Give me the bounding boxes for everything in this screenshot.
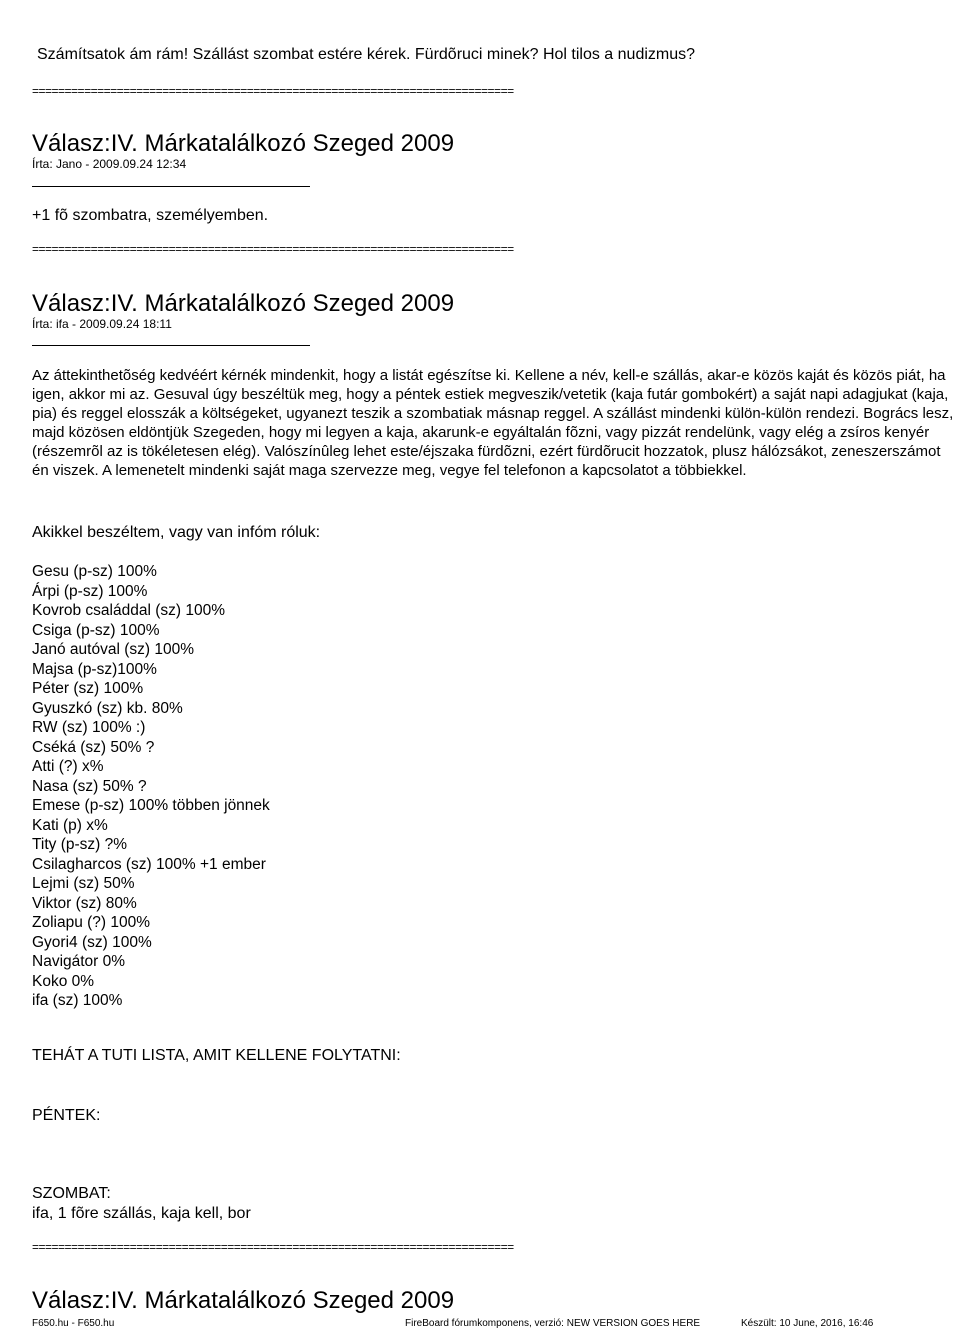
szombat-label: SZOMBAT: — [32, 1185, 111, 1202]
list-item: Majsa (p-sz)100% — [32, 660, 157, 678]
list-item: Péter (sz) 100% — [32, 680, 144, 697]
post-meta: Írta: ifa - 2009.09.24 18:11 — [32, 317, 172, 331]
separator: ========================================================================== — [32, 242, 514, 256]
separator: ========================================================================== — [32, 84, 514, 98]
list-item: Emese (p-sz) 100% többen jönnek — [32, 797, 270, 814]
list-item: ifa (sz) 100% — [32, 992, 123, 1009]
list-item: Tity (p-sz) ?% — [32, 836, 128, 853]
list-item: Navigátor 0% — [32, 953, 126, 970]
list-item: Gyori4 (sz) 100% — [32, 933, 152, 951]
divider — [32, 345, 310, 346]
pentek-label: PÉNTEK: — [32, 1107, 101, 1124]
footer-software: FireBoard fórumkomponens, verzió: NEW VERSION GOES HERE — [405, 1318, 701, 1329]
tuti-heading: TEHÁT A TUTI LISTA, AMIT KELLENE FOLYTATNI: — [32, 1047, 401, 1064]
list-item: Atti (?) x% — [32, 758, 104, 775]
list-item: Kati (p) x% — [32, 816, 108, 834]
post-title: Válasz:IV. Márkatalálkozó Szeged 2009 — [32, 290, 455, 317]
list-item: RW (sz) 100% :) — [32, 719, 146, 736]
footer-site: F650.hu - F650.hu — [32, 1318, 115, 1329]
post-body-text: Számítsatok ám rám! Szállást szombat estére kérek. Fürdõruci minek? Hol tilos a nudizmus? — [37, 46, 696, 63]
separator: ========================================================================== — [32, 1240, 514, 1254]
list-item: Gyuszkó (sz) kb. 80% — [32, 699, 183, 717]
post-paragraph: Az áttekinthetõség kedvéért kérnék mindenkit, hogy a listát egészítse ki. Kellene a név, kell-e szállás, akar-e közös kaját és közös piát, ha igen, akkor mi az. Gesuval úgy beszéltük meg, hogy a péntek estiek megveszik/vetetik (kaja futár gombokért) a saját napi adagjukat (kaja, pia) és reggel elosszák a költségeket, ugyanezt teszik a szombatiak másnap reggel. A szállást mindenki külön-külön rendezi. Bogrács lesz, majd közösen eldöntjük Szegeden, hogy mi legyen a kaja, akarunk-e egyáltalán fõzni, vagy pizzát rendelünk, vagy elég a zsíros kenyér (részemrõl az is tökéletesen elég). Valószínûleg lehet este/éjszaka fürdõzni, ezért fürdõrucit hozzatok, plusz hálózsákot, zeneszerszámot én viszek. A lemenetelt mindenki saját maga szervezze meg, vegye fel telefonon a kapcsolatot a többiekkel. — [32, 367, 954, 479]
list-item: Zoliapu (?) 100% — [32, 914, 151, 931]
list-item: Cséká (sz) 50% ? — [32, 738, 155, 756]
divider — [32, 186, 310, 187]
list-item: Gesu (p-sz) 100% — [32, 563, 157, 580]
list-item: Csiga (p-sz) 100% — [32, 621, 160, 639]
list-item: Csilagharcos (sz) 100% +1 ember — [32, 855, 266, 873]
list-item: Nasa (sz) 50% ? — [32, 777, 147, 795]
szombat-entry: ifa, 1 fõre szállás, kaja kell, bor — [32, 1205, 251, 1222]
attendee-list — [32, 562, 270, 1011]
footer-generated: Készült: 10 June, 2016, 16:46 — [741, 1318, 874, 1329]
list-item: Lejmi (sz) 50% — [32, 875, 135, 892]
post-title: Válasz:IV. Márkatalálkozó Szeged 2009 — [32, 1287, 455, 1314]
list-item: Viktor (sz) 80% — [32, 894, 137, 912]
list-item: Árpi (p-sz) 100% — [32, 582, 148, 600]
list-item: Koko 0% — [32, 972, 95, 990]
post-meta: Írta: Jano - 2009.09.24 12:34 — [32, 157, 187, 171]
list-item: Janó autóval (sz) 100% — [32, 641, 194, 658]
list-item: Kovrob családdal (sz) 100% — [32, 602, 225, 619]
list-intro: Akikkel beszéltem, vagy van infóm róluk: — [32, 524, 321, 541]
post-body-text: +1 fõ szombatra, személyemben. — [32, 207, 269, 224]
post-title: Válasz:IV. Márkatalálkozó Szeged 2009 — [32, 130, 455, 157]
